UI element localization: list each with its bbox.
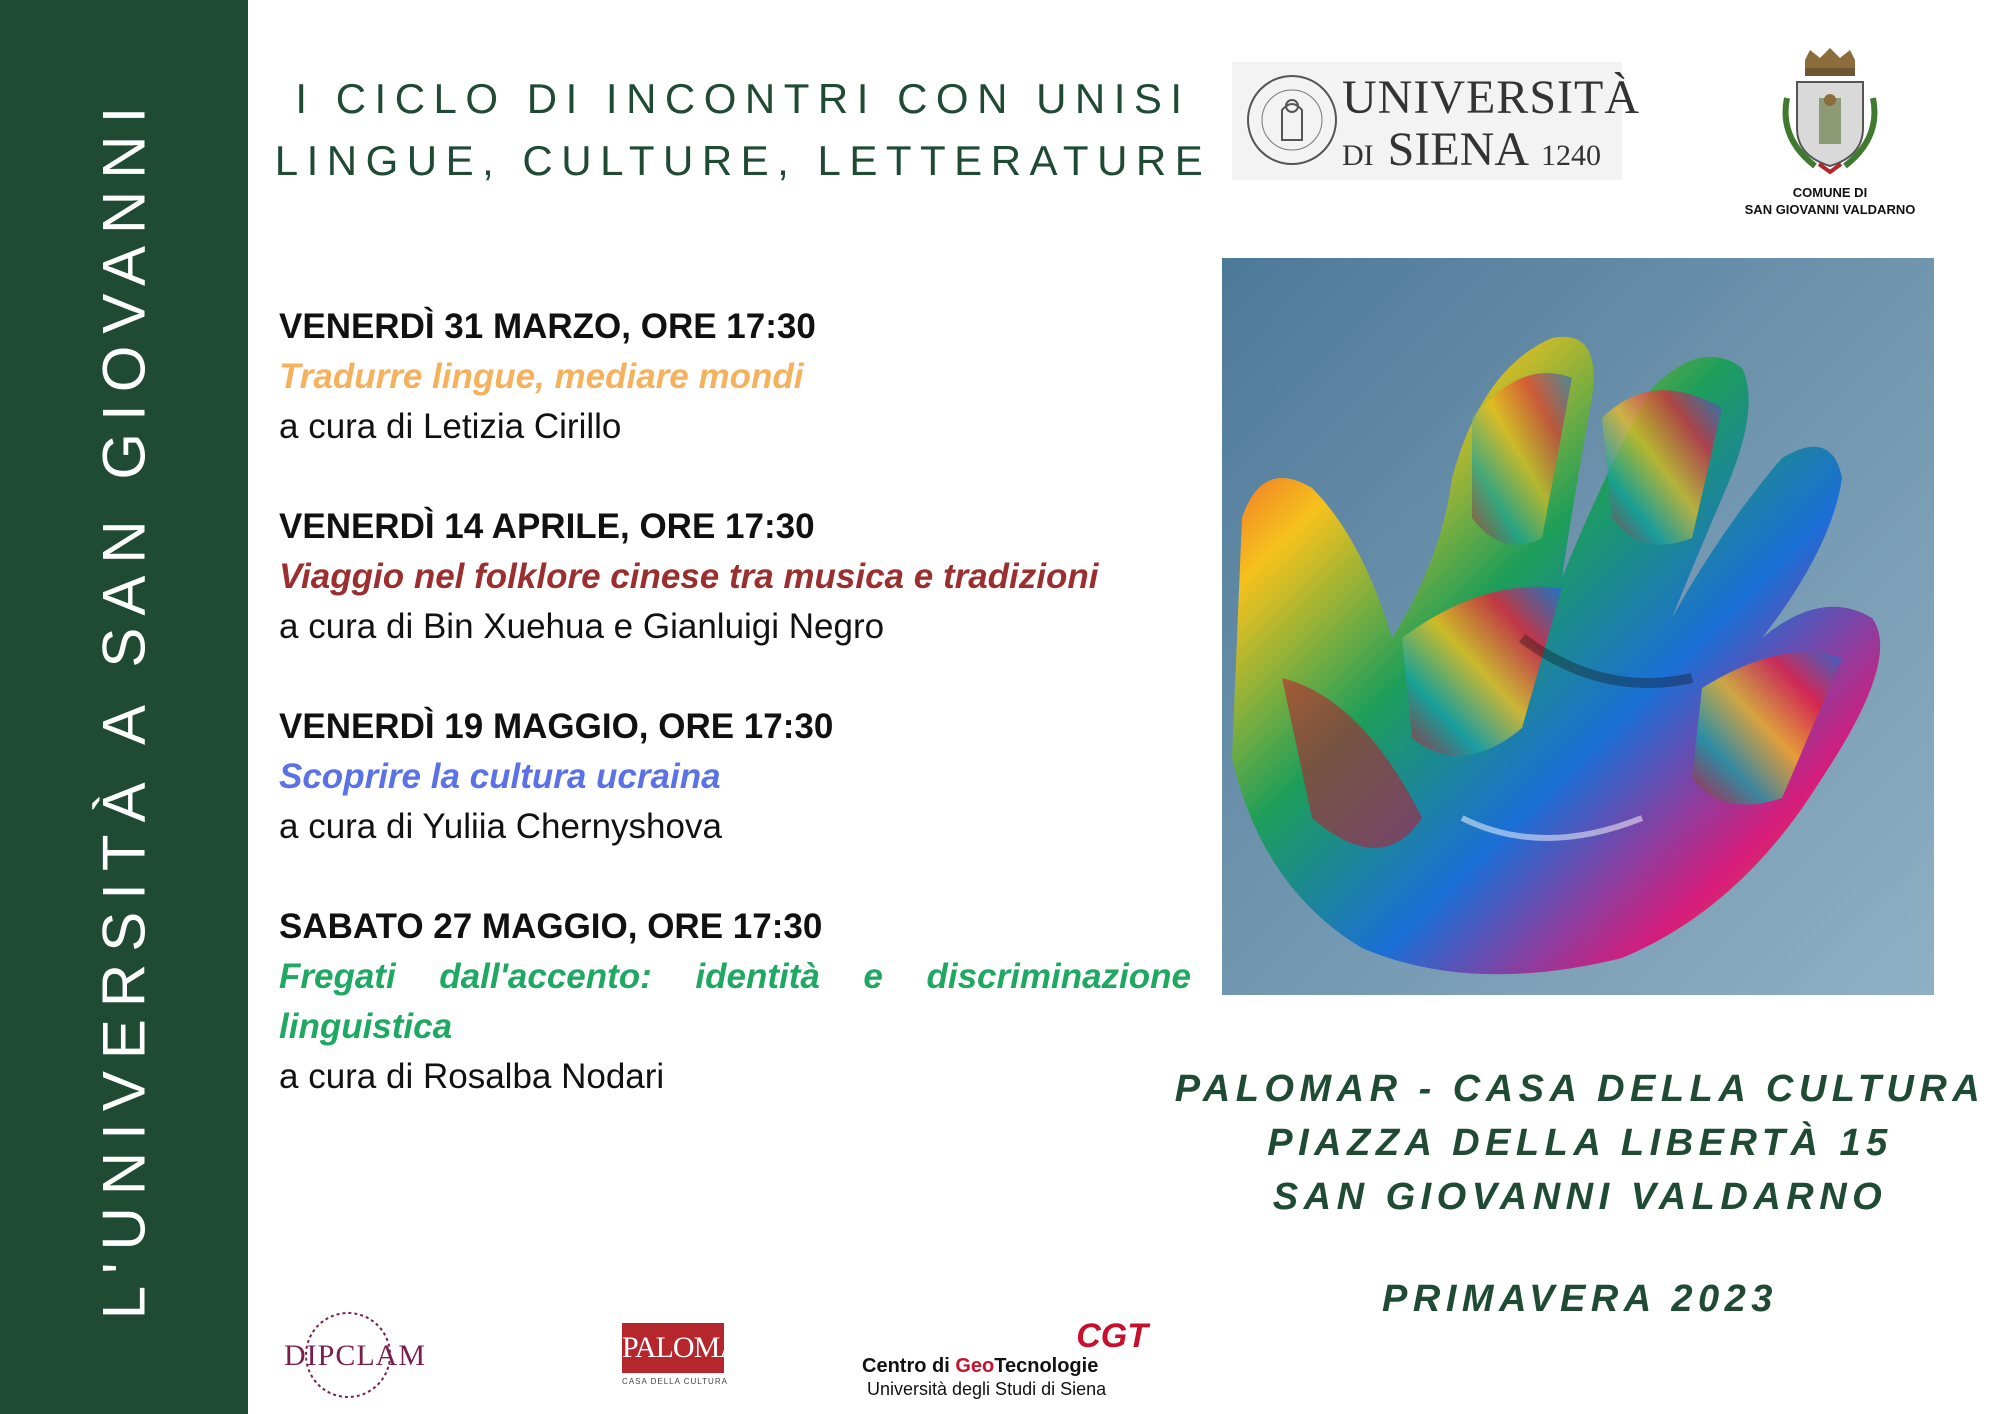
venue-line-3: SAN GIOVANNI VALDARNO [1272,1176,1888,1218]
sidebar [0,0,248,1414]
cgt-name [862,1354,1152,1378]
event-curator: a cura di Yuliia Chernyshova [279,807,722,846]
event-date: VENERDÌ 14 APRILE, ORE 17:30 [279,507,815,546]
venue-line-1: PALOMAR - CASA DELLA CULTURA [1174,1068,1986,1110]
unisi-siena: SIENA [1387,123,1529,176]
event-title: Fregati dall'accento: identità e discriminazione linguistica [279,957,1191,1046]
event-item [279,302,1191,452]
dipclam-logo [278,1305,438,1405]
cgt-name-highlight: Geo [955,1355,995,1377]
event-title: Scoprire la cultura ucraina [279,757,721,796]
unisi-di: DI [1342,139,1374,172]
event-item [279,902,1191,1102]
season: PRIMAVERA 2023 [1382,1278,1778,1320]
header [268,68,1218,192]
events-list [279,302,1191,1152]
sidebar-title: L'UNIVERSITÀ A SAN GIOVANNI [90,94,158,1320]
cgt-university: Università degli Studi di Siena [867,1379,1107,1399]
cgt-name-part2: Tecnologie [994,1355,1099,1377]
header-line-2: LINGUE, CULTURE, LETTERATURE [274,137,1212,184]
comune-label-2: SAN GIOVANNI VALDARNO [1744,202,1916,217]
event-title: Viaggio nel folklore cinese tra musica e tradizioni [279,557,1099,596]
unisi-name: UNIVERSITÀ [1342,71,1640,124]
event-item [279,502,1191,652]
comune-crest-icon [1775,48,1885,178]
header-line-1: I CICLO DI INCONTRI CON UNISI [295,75,1191,122]
unisi-subtitle [1342,122,1601,177]
unisi-logo [1232,62,1640,180]
event-date: VENERDÌ 19 MAGGIO, ORE 17:30 [279,707,834,746]
palomar-logo [622,1323,759,1389]
palomar-box: PALOMAR [622,1323,724,1373]
cgt-logo [862,1318,1152,1400]
dipclam-text: DIPCLAM [284,1339,427,1372]
event-date: VENERDÌ 31 MARZO, ORE 17:30 [279,307,816,346]
event-title: Tradurre lingue, mediare mondi [279,357,804,396]
comune-label-1: COMUNE DI [1792,185,1868,200]
event-curator: a cura di Bin Xuehua e Gianluigi Negro [279,607,885,646]
palomar-subtitle: CASA DELLA CULTURA [622,1377,728,1386]
event-curator: a cura di Letizia Cirillo [279,407,622,446]
cgt-abbr: CGT [1076,1317,1148,1355]
unisi-seal-icon [1242,70,1342,170]
painted-hand-image [1222,258,1934,995]
event-item [279,702,1191,852]
unisi-year: 1240 [1540,139,1601,172]
event-date: SABATO 27 MAGGIO, ORE 17:30 [279,907,823,946]
cgt-name-part1: Centro di [862,1355,956,1377]
event-curator: a cura di Rosalba Nodari [279,1057,665,1096]
venue-line-2: PIAZZA DELLA LIBERTÀ 15 [1267,1122,1893,1164]
venue [1170,1062,1990,1224]
comune-logo [1730,48,1930,217]
